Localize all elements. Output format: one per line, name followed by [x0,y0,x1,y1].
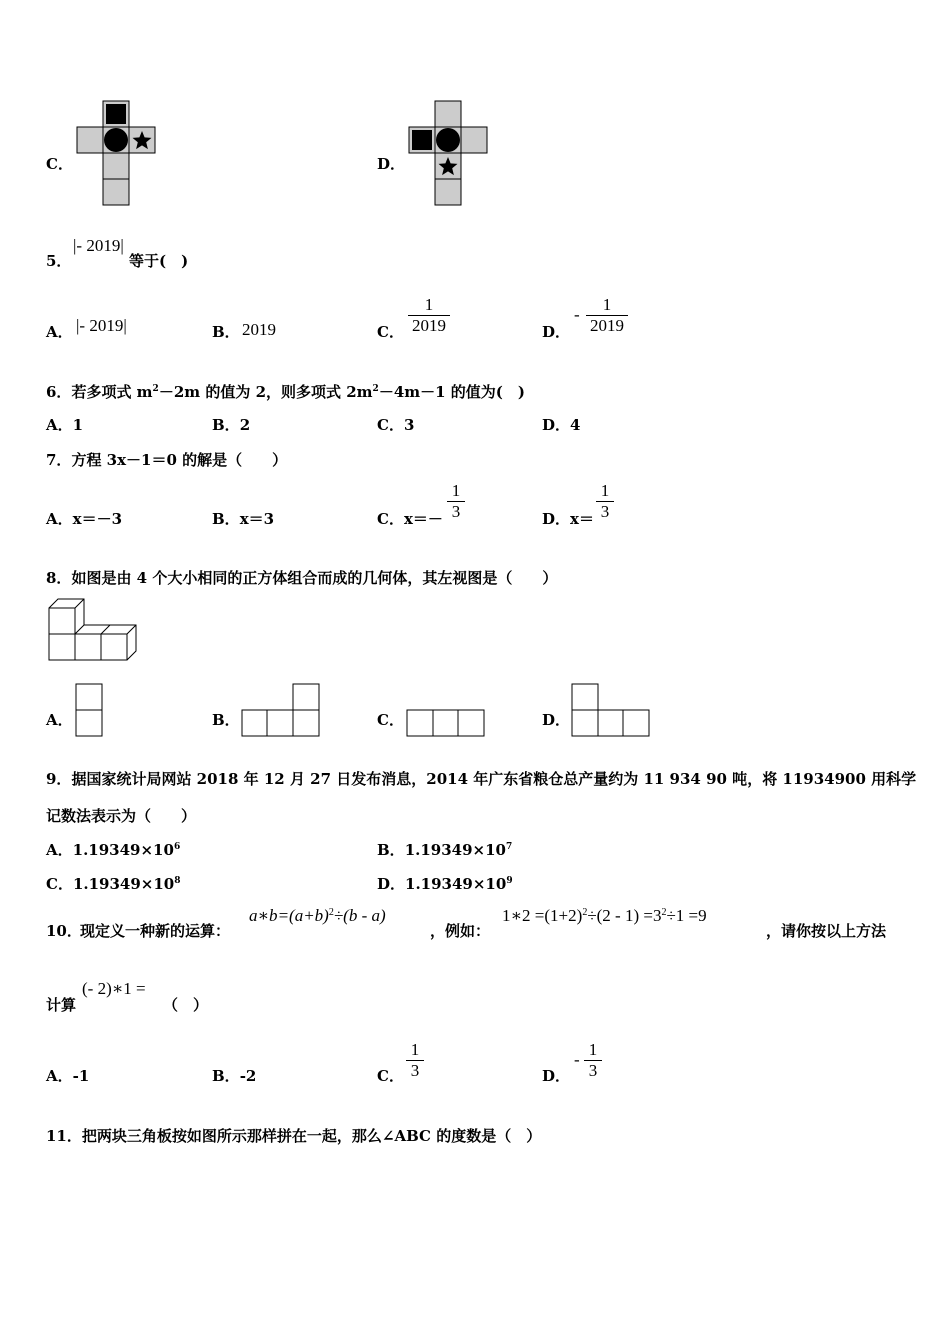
q7-option-c-fraction [447,481,465,522]
numerator: 1 [588,1040,598,1059]
q6-option-b: B．2 [212,416,251,434]
q10-number: 10． [46,922,82,940]
q5-option-c-label: C． [377,323,404,341]
q5-option-b-value: 2019 [242,320,276,339]
q10-example [502,906,707,926]
q8-option-b-label: B． [212,711,240,729]
q7-text: 方程 3x－1＝0 的解是（ ） [71,451,288,469]
q10-ex-exp2: 2 [661,907,667,918]
q10-option-a: A．-1 [46,1067,90,1085]
numerator: 1 [602,295,612,314]
q11-number: 11． [46,1127,82,1145]
q5-option-d-sign: - [574,305,580,324]
square-symbol-icon [106,104,126,124]
q9-question-line1 [46,768,916,789]
numerator: 1 [410,1040,420,1059]
q8-option-d-label: D． [542,711,571,729]
q5-option-c-fraction [408,295,450,336]
q5-option-d-fraction [586,295,628,336]
q10-definition [249,906,386,926]
q8-option-a-label: A． [46,711,73,729]
q5-number: 5． [46,252,72,270]
q7-option-a: A．x＝－3 [46,510,123,528]
q6-text-b: －2m 的值为 2，则多项式 2m [158,383,373,401]
q9-option-d: D．$1.19349\times 10^9$ [377,875,513,893]
q10-option-c-fraction [406,1040,424,1081]
q5-expression: |- 2019| [73,236,124,255]
q4-option-d-label: D． [377,155,406,173]
q6-number: 6． [46,383,72,401]
q5-option-a-label: A． [46,323,73,341]
q4-option-c-net [76,101,156,207]
q9-text-line1: 据国家统计局网站 2018 年 12 月 27 日发布消息，2014 年广东省粮仓总产量约为 11 934 90 吨，将 11934900 用科学 [71,770,917,788]
circle-symbol-icon [436,128,460,152]
denominator: 3 [584,1060,602,1081]
q9-option-c: C．$1.19349\times 10^8$ [46,875,181,893]
q6-text-a: 若多项式 m [71,383,153,401]
q10-option-b: B．-2 [212,1067,257,1085]
q5-option-d-label: D． [542,323,571,341]
q10-def-exp: 2 [328,907,334,918]
numerator: 1 [600,481,610,500]
q6-text-c: －4m－1 的值为( ) [378,383,525,401]
q7-question [46,449,287,470]
q10-text-d: （ ） [163,996,209,1014]
q5-option-b-label: B． [212,323,240,341]
denominator: 3 [447,501,465,522]
q10-ex-b: ÷(2 - 1) =3 [587,906,662,925]
q7-option-d-fraction [596,481,614,522]
q6-exponent-2: 2 [372,384,379,394]
q8-solid-figure [46,596,142,662]
q7-option-c: C．x＝－ [377,510,443,528]
q8-number: 8． [46,569,72,587]
q8-option-c-label: C． [377,711,404,729]
numerator: 1 [451,481,461,500]
q8-option-d-view [571,683,651,737]
q10-option-d-sign: - [574,1050,580,1069]
q10-def-rhs-b: ÷(b - a) [333,906,386,925]
q5-option-a-value: |- 2019| [76,316,127,335]
q9-number: 9． [46,770,72,788]
q6-exponent-1: 2 [152,384,159,394]
q8-option-a-view [75,683,103,737]
q10-option-d-fraction [584,1040,602,1081]
q6-option-c: C．3 [377,416,415,434]
q6-question [46,381,525,402]
q10-option-c-label: C． [377,1067,404,1085]
q10-def-lhs: a∗b [249,906,278,925]
q11-question [46,1125,541,1146]
numerator: 1 [424,295,434,314]
q5-text: 等于( ) [129,252,189,270]
q10-ex-exp1: 2 [582,907,588,918]
q10-text-c: ，请你按以上方法 [766,922,887,940]
q4-option-c-label: C． [46,155,73,173]
q6-option-d: D．4 [542,416,581,434]
q10-ex-a: 1∗2 =(1+2) [502,906,583,925]
circle-symbol-icon [104,128,128,152]
denominator: 3 [596,501,614,522]
q6-option-a: A．1 [46,416,84,434]
denominator: 2019 [408,315,450,336]
q11-text: 把两块三角板按如图所示那样拼在一起，那么∠ABC 的度数是（ ） [81,1127,542,1145]
q9-text-line2: 记数法表示为（ ） [46,807,197,825]
q8-option-b-view [241,683,321,737]
q7-option-b: B．x＝3 [212,510,275,528]
q10-text-b: ，例如： [430,922,491,940]
q8-option-c-view [406,709,486,737]
q7-number: 7． [46,451,72,469]
denominator: 3 [406,1060,424,1081]
q9-option-b: B．$1.19349\times 10^7$ [377,841,513,859]
q8-text: 如图是由 4 个大小相同的正方体组合而成的几何体，其左视图是（ ） [71,569,558,587]
q10-ex-c: ÷1 =9 [666,906,707,925]
q10-text-line2: 计算 [46,996,77,1014]
q10-option-d-label: D． [542,1067,571,1085]
q10-expression: (- 2)∗1 = [82,979,146,998]
q8-question [46,567,557,588]
q4-option-d-net [408,101,488,207]
q9-option-a: A．$1.19349\times 10^6$ [46,841,181,859]
denominator: 2019 [586,315,628,336]
q7-option-d: D．x＝ [542,510,594,528]
square-symbol-icon [412,130,432,150]
q10-def-rhs-a: =(a+b) [277,906,329,925]
q10-text-a: 现定义一种新的运算： [80,922,231,940]
